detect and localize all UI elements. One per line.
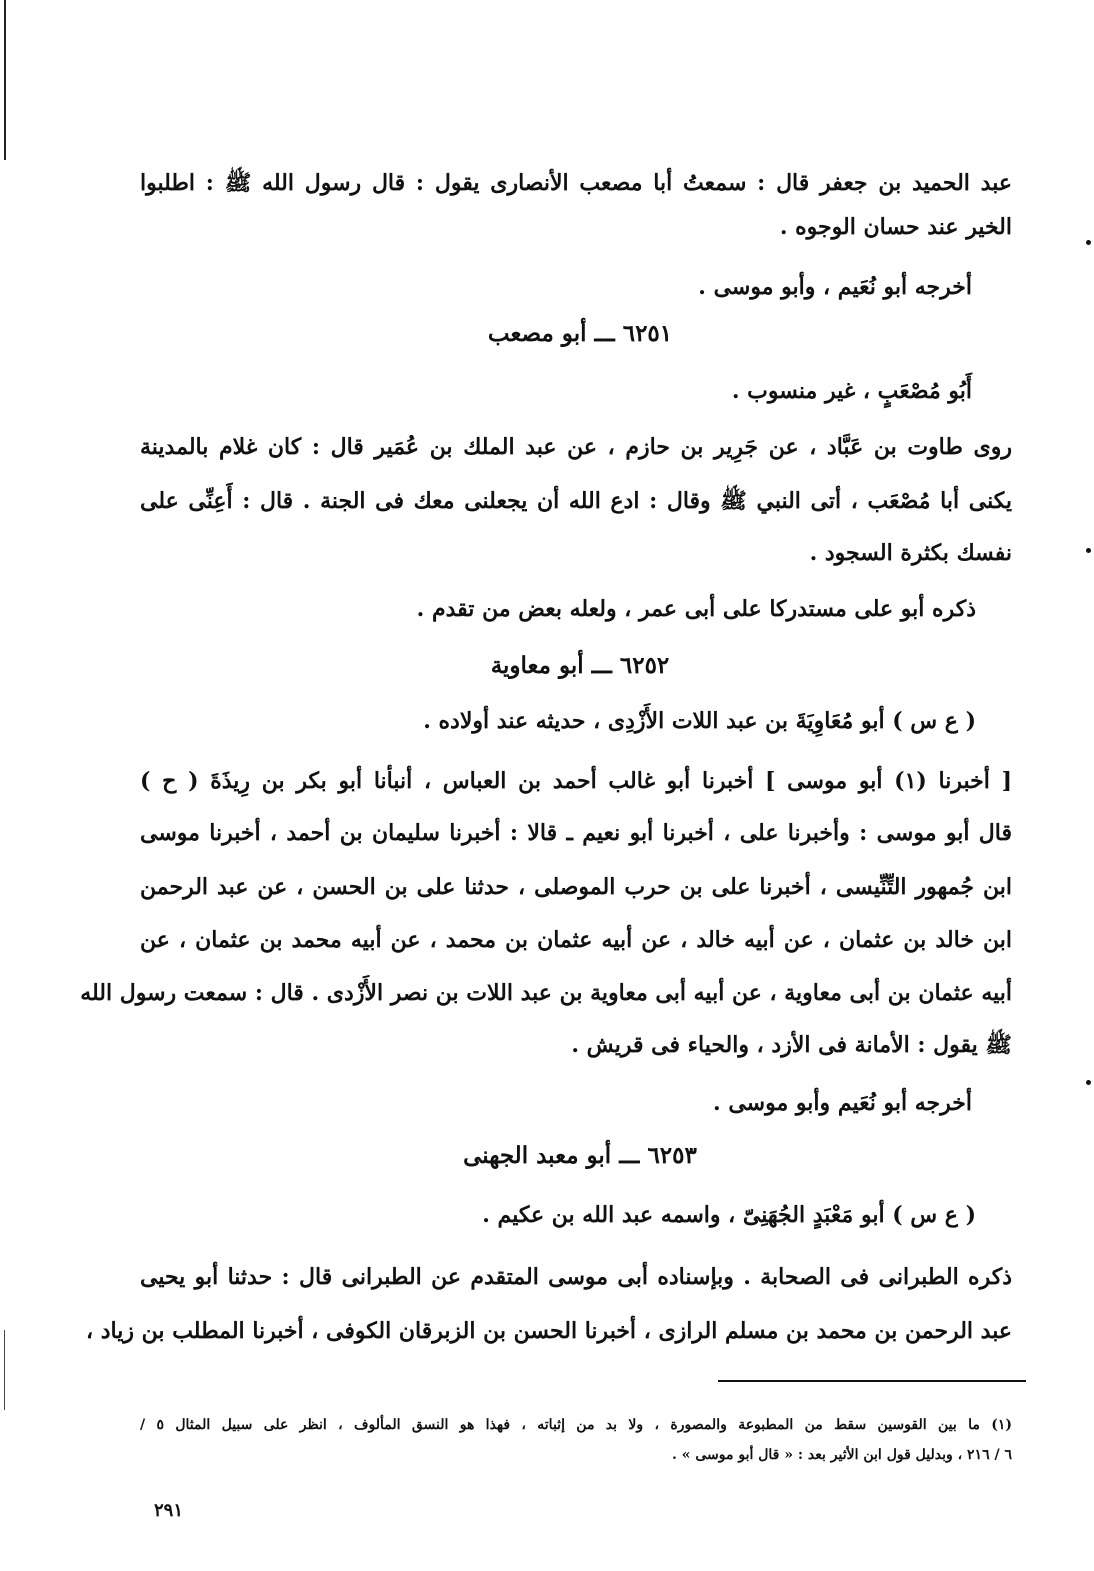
text-line: روى طاوت بن عَبَّاد ، عن جَرِير بن حازم ، عن عبد الملك بن عُمَير قال : كان غلام بالمدينة xyxy=(140,434,1012,460)
page-number: ٢٩١ xyxy=(154,1500,184,1521)
scan-speck xyxy=(1086,1080,1091,1085)
text-line: عبد الرحمن بن محمد بن مسلم الرازى ، أخبرنا الحسن بن الزبرقان الكوفى ، أخبرنا المطلب بن زياد ، xyxy=(86,1318,1012,1344)
text-line: ( ع س ) أبو مَعْبَدٍ الجُهَنِىّ ، واسمه عبد الله بن عكيم . xyxy=(482,1202,976,1228)
scan-edge xyxy=(4,1330,5,1410)
footnote-rule xyxy=(718,1380,1026,1382)
entry-heading: ٦٢٥١ ـــ أبو مصعب xyxy=(487,320,673,347)
text-line: أَبُو مُصْعَبٍ ، غير منسوب . xyxy=(731,378,972,404)
text-line: نفسك بكثرة السجود . xyxy=(809,540,1012,566)
text-line: ذكره الطبرانى فى الصحابة . وبإسناده أبى موسى المتقدم عن الطبرانى قال : حدثنا أبو يحيى xyxy=(140,1264,1012,1290)
text-line: عبد الحميد بن جعفر قال : سمعتُ أبا مصعب الأنصارى يقول : قال رسول الله ﷺ : اطلبوا xyxy=(140,170,1012,196)
text-line: ذكره أبو على مستدركا على أبى عمر ، ولعله بعض من تقدم . xyxy=(416,596,976,622)
scan-edge xyxy=(4,0,6,160)
text-line: ابن خالد بن عثمان ، عن أبيه خالد ، عن أبيه عثمان بن محمد ، عن أبيه محمد بن عثمان ، عن xyxy=(140,927,1012,953)
text-line: أخرجه أبو نُعَيم ، وأبو موسى . xyxy=(698,274,972,300)
text-line: ﷺ يقول : الأمانة فى الأزد ، والحياء فى قريش . xyxy=(571,1032,1012,1058)
scan-speck xyxy=(1086,240,1091,245)
text-line: ابن جُمهور التِّنِّيسى ، أخبرنا على بن حرب الموصلى ، حدثنا على بن الحسن ، عن عبد الرحمن xyxy=(140,874,1012,900)
entry-heading: ٦٢٥٣ ـــ أبو معبد الجهنى xyxy=(463,1142,697,1169)
footnote-line: ٦ / ٢١٦ ، وبدليل قول ابن الأثير بعد : « قال أبو موسى » . xyxy=(671,1447,1012,1463)
text-line: يكنى أبا مُصْعَب ، أتى النبي ﷺ وقال : ادع الله أن يجعلنى معك فى الجنة . قال : أَعِنِّى على xyxy=(140,488,1012,514)
scan-speck xyxy=(1086,548,1091,553)
entry-heading: ٦٢٥٢ ـــ أبو معاوية xyxy=(490,652,670,679)
text-line: أبيه عثمان بن أبى معاوية ، عن أبيه أبى معاوية بن عبد اللات بن نصر الأَزْدى . قال : سمعت رسول الله xyxy=(80,980,1012,1006)
text-line: [ أخبرنا (١) أبو موسى ] أخبرنا أبو غالب أحمد بن العباس ، أنبأنا أبو بكر بن رِيذَةَ ( ح ) xyxy=(140,768,1012,794)
text-line: قال أبو موسى : وأخبرنا على ، أخبرنا أبو نعيم ـ قالا : أخبرنا سليمان بن أحمد ، أخبرنا موسى xyxy=(140,820,1012,846)
text-line: أخرجه أبو نُعَيم وأبو موسى . xyxy=(713,1090,972,1116)
text-line: الخير عند حسان الوجوه . xyxy=(779,214,1012,240)
text-line: ( ع س ) أبو مُعَاوِيَةَ بن عبد اللات الأَزْدِى ، حديثه عند أولاده . xyxy=(423,708,976,734)
footnote-line: (١) ما بين القوسين سقط من المطبوعة والمصورة ، ولا بد من إثباته ، فهذا هو النسق المألوف ، انظر على سبيل المثال ٥ / xyxy=(140,1417,1012,1433)
